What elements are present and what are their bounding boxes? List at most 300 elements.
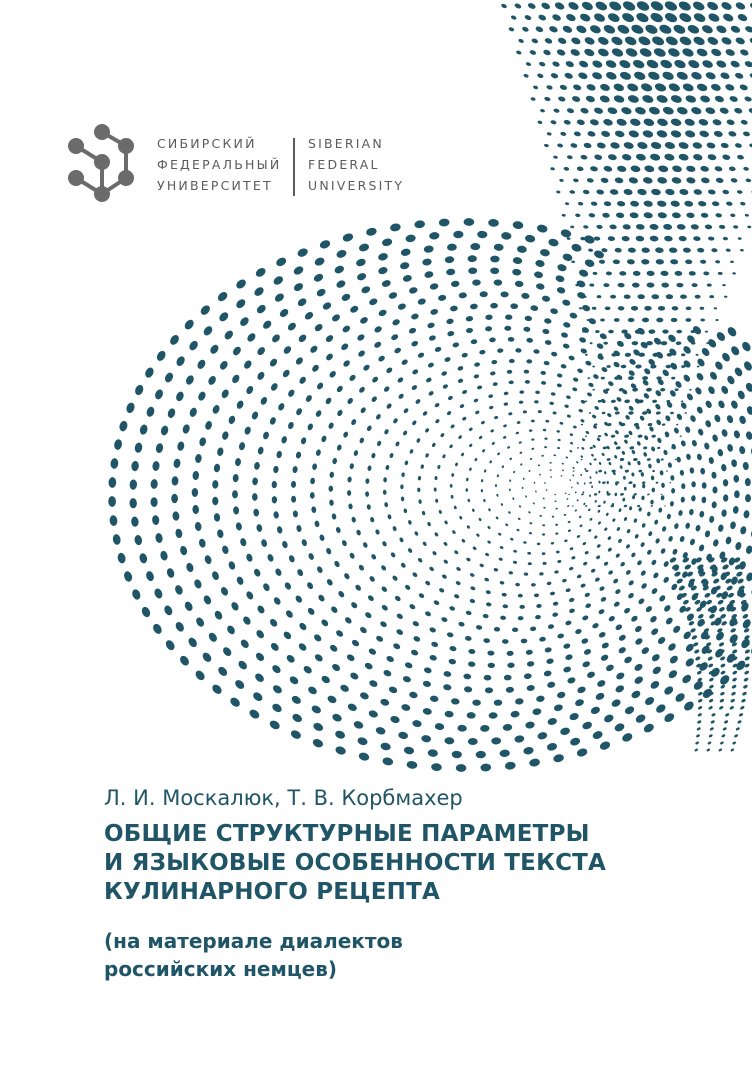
pattern-dot: [696, 453, 702, 460]
pattern-dot: [742, 360, 752, 372]
pattern-dot: [663, 223, 673, 230]
pattern-dot: [697, 365, 700, 367]
pattern-dot: [566, 107, 574, 114]
pattern-dot: [578, 515, 582, 518]
pattern-dot: [305, 394, 313, 403]
pattern-dot: [494, 415, 499, 419]
pattern-dot: [731, 684, 737, 689]
pattern-dot: [610, 295, 616, 299]
pattern-dot: [427, 521, 432, 526]
pattern-dot: [331, 513, 337, 520]
pattern-dot: [606, 458, 610, 461]
pattern-dot: [195, 454, 203, 464]
pattern-dot: [616, 446, 621, 450]
pattern-dot: [454, 550, 459, 555]
pattern-dot: [647, 423, 652, 427]
pattern-dot: [566, 414, 571, 418]
pattern-dot: [437, 465, 441, 470]
pattern-dot: [641, 247, 650, 253]
pattern-dot: [535, 615, 541, 620]
pattern-dot: [689, 509, 694, 516]
pattern-dot: [470, 339, 477, 345]
pattern-dot: [686, 165, 696, 173]
pattern-dot: [623, 188, 633, 195]
pattern-dot: [745, 431, 752, 441]
pattern-dot: [455, 580, 461, 586]
pattern-dot: [726, 585, 734, 592]
pattern-dot: [347, 490, 351, 496]
pattern-dot: [673, 571, 681, 578]
pattern-dot: [731, 459, 738, 468]
pattern-dot: [465, 488, 468, 492]
pattern-dot: [412, 620, 420, 627]
pattern-dot: [544, 446, 547, 448]
pattern-dot: [487, 650, 494, 655]
pattern-dot: [571, 486, 573, 488]
pattern-dot: [620, 106, 632, 115]
pattern-dot: [623, 517, 627, 522]
pattern-dot: [204, 420, 213, 431]
pattern-dot: [672, 624, 682, 634]
pattern-dot: [485, 590, 491, 595]
pattern-dot: [630, 23, 645, 35]
pattern-dot: [670, 94, 683, 104]
pattern-dot: [294, 594, 303, 604]
pattern-dot: [655, 259, 664, 265]
pattern-dot: [629, 212, 639, 219]
pattern-dot: [663, 604, 672, 613]
pattern-dot: [167, 407, 177, 419]
pattern-dot: [596, 437, 601, 442]
pattern-dot: [672, 23, 686, 35]
pattern-dot: [413, 635, 421, 642]
pattern-dot: [744, 96, 752, 103]
pattern-dot: [379, 698, 390, 707]
pattern-dot: [572, 387, 578, 392]
pattern-dot: [572, 84, 582, 92]
pattern-dot: [534, 400, 539, 403]
pattern-dot: [720, 71, 731, 80]
pattern-dot: [740, 119, 748, 125]
pattern-dot: [602, 446, 607, 449]
pattern-dot: [735, 142, 743, 148]
pattern-dot: [598, 608, 606, 615]
pattern-dot: [431, 763, 442, 772]
pattern-dot: [402, 274, 412, 283]
pattern-dot: [451, 698, 460, 705]
pattern-dot: [428, 390, 435, 396]
pattern-dot: [561, 214, 565, 217]
pattern-dot: [139, 424, 149, 436]
pattern-dot: [707, 656, 713, 662]
pattern-dot: [298, 376, 307, 386]
pattern-dot: [697, 428, 704, 436]
pattern-dot: [123, 570, 134, 582]
pattern-dot: [544, 37, 553, 45]
pattern-dot: [164, 639, 176, 652]
pattern-dot: [607, 236, 615, 242]
pattern-dot: [381, 279, 392, 288]
pattern-dot: [600, 177, 609, 183]
pattern-dot: [235, 576, 244, 586]
pattern-dot: [712, 118, 722, 126]
pattern-dot: [569, 190, 575, 194]
pattern-dot: [692, 153, 703, 161]
pattern-dot: [488, 712, 497, 719]
pattern-dot: [627, 592, 635, 599]
pattern-dot: [388, 291, 398, 300]
pattern-dot: [616, 212, 625, 218]
pattern-dot: [531, 583, 536, 587]
pattern-dot: [668, 535, 674, 542]
pattern-dot: [534, 482, 536, 484]
pattern-dot: [199, 304, 212, 317]
pattern-dot: [605, 71, 618, 81]
pattern-dot: [614, 429, 619, 434]
pattern-dot: [253, 672, 265, 684]
pattern-dot: [708, 677, 714, 682]
pattern-dot: [518, 38, 525, 43]
pattern-dot: [178, 654, 191, 667]
pattern-dot: [611, 47, 625, 58]
pattern-dot: [629, 118, 641, 128]
pattern-dot: [597, 35, 610, 46]
pattern-dot: [594, 405, 600, 411]
pattern-dot: [655, 538, 661, 545]
pattern-dot: [598, 461, 602, 465]
pattern-dot: [624, 35, 638, 47]
pattern-dot: [570, 142, 578, 148]
pattern-dot: [480, 420, 485, 425]
pattern-dot: [134, 442, 143, 453]
pattern-dot: [624, 487, 627, 491]
pattern-dot: [518, 441, 522, 444]
pattern-dot: [601, 377, 605, 380]
pattern-dot: [720, 36, 732, 46]
pattern-dot: [507, 446, 511, 450]
pattern-dot: [651, 665, 662, 676]
pattern-dot: [466, 712, 475, 719]
pattern-dot: [649, 235, 658, 242]
pattern-dot: [730, 521, 737, 530]
pattern-dot: [640, 582, 648, 590]
pattern-dot: [640, 646, 650, 656]
pattern-dot: [614, 588, 621, 595]
pattern-dot: [202, 325, 214, 338]
pattern-dot: [597, 505, 601, 508]
pattern-dot: [682, 700, 695, 713]
pattern-dot: [648, 463, 652, 468]
pattern-dot: [686, 453, 692, 460]
pattern-dot: [311, 737, 324, 748]
pattern-dot: [607, 569, 613, 575]
pattern-dot: [577, 447, 579, 449]
pattern-dot: [335, 249, 347, 260]
pattern-dot: [319, 534, 326, 542]
pattern-dot: [576, 291, 586, 300]
pattern-dot: [696, 734, 701, 738]
pattern-dot: [709, 516, 715, 524]
pattern-dot: [217, 665, 229, 678]
pattern-dot: [565, 456, 568, 459]
pattern-dot: [697, 248, 705, 253]
pattern-dot: [614, 248, 622, 253]
pattern-dot: [575, 491, 577, 494]
pattern-dot: [665, 188, 675, 196]
pattern-dot: [500, 291, 508, 297]
pattern-dot: [625, 543, 631, 549]
pattern-dot: [625, 414, 631, 420]
book-authors: Л. И. Москалюк, Т. В. Корбмахер: [104, 786, 463, 810]
pattern-dot: [742, 462, 749, 471]
pattern-dot: [491, 360, 497, 365]
pattern-dot: [234, 458, 241, 467]
pattern-dot: [312, 463, 318, 470]
pattern-dot: [718, 641, 725, 647]
pattern-dot: [334, 729, 346, 740]
pattern-dot: [422, 541, 428, 547]
pattern-dot: [465, 610, 472, 616]
pattern-dot: [375, 726, 386, 736]
pattern-dot: [467, 255, 477, 262]
pattern-dot: [117, 552, 127, 564]
pattern-dot: [381, 540, 387, 547]
pattern-dot: [608, 0, 623, 12]
pattern-dot: [481, 489, 484, 492]
pattern-dot: [296, 568, 304, 577]
pattern-dot: [347, 702, 358, 712]
pattern-dot: [591, 71, 603, 81]
pattern-dot: [364, 611, 373, 619]
pattern-dot: [607, 481, 610, 484]
pattern-dot: [616, 118, 628, 127]
pattern-dot: [442, 454, 446, 459]
pattern-dot: [621, 732, 634, 744]
pattern-dot: [572, 470, 574, 472]
pattern-dot: [660, 547, 666, 554]
pattern-dot: [742, 613, 749, 619]
pattern-dot: [405, 234, 416, 243]
pattern-dot: [245, 385, 255, 395]
pattern-dot: [692, 35, 706, 46]
pattern-dot: [269, 641, 280, 652]
pattern-dot: [531, 447, 534, 450]
pattern-dot: [414, 531, 419, 537]
pattern-dot: [700, 319, 705, 322]
pattern-dot: [676, 283, 683, 288]
pattern-dot: [527, 661, 535, 667]
pattern-dot: [298, 622, 308, 632]
pattern-dot: [335, 526, 341, 533]
pattern-dot: [509, 479, 511, 482]
pattern-dot: [388, 686, 398, 695]
pattern-dot: [497, 348, 504, 353]
pattern-dot: [434, 532, 439, 537]
pattern-dot: [691, 283, 697, 287]
pattern-dot: [441, 370, 448, 376]
pattern-dot: [301, 539, 308, 547]
pattern-dot: [743, 677, 749, 682]
pattern-dot: [530, 305, 539, 312]
pattern-dot: [212, 497, 219, 506]
pattern-dot: [691, 439, 698, 447]
pattern-dot: [539, 572, 544, 576]
pattern-dot: [661, 70, 675, 81]
pattern-dot: [604, 527, 608, 532]
pattern-dot: [633, 675, 644, 685]
pattern-dot: [380, 742, 392, 752]
pattern-dot: [356, 529, 362, 536]
university-name-ru: [157, 133, 281, 196]
pattern-dot: [634, 533, 639, 539]
pattern-dot: [641, 496, 645, 501]
pattern-dot: [523, 478, 525, 481]
pattern-dot: [499, 749, 510, 757]
pattern-dot: [445, 256, 455, 264]
pattern-dot: [734, 72, 744, 80]
pattern-dot: [633, 70, 647, 81]
pattern-dot: [546, 132, 551, 136]
pattern-dot: [583, 502, 586, 505]
pattern-dot: [112, 534, 121, 546]
pattern-dot: [688, 620, 695, 626]
pattern-dot: [747, 225, 751, 228]
pattern-dot: [745, 572, 752, 583]
pattern-dot: [709, 371, 719, 382]
pattern-dot: [159, 550, 168, 561]
pattern-dot: [672, 548, 679, 556]
pattern-dot: [185, 562, 194, 573]
pattern-dot: [529, 457, 532, 460]
pattern-dot: [347, 476, 352, 482]
pattern-dot: [643, 392, 651, 400]
pattern-dot: [237, 659, 249, 671]
pattern-dot: [613, 406, 619, 412]
pattern-dot: [603, 561, 609, 567]
pattern-dot: [252, 477, 258, 485]
pattern-dot: [686, 571, 694, 578]
pattern-dot: [674, 691, 687, 703]
pattern-dot: [724, 83, 735, 92]
pattern-dot: [166, 567, 176, 579]
pattern-dot: [138, 552, 148, 564]
pattern-dot: [704, 592, 712, 599]
pattern-dot: [510, 15, 517, 21]
pattern-dot: [707, 283, 712, 286]
pattern-dot: [519, 605, 525, 609]
pattern-dot: [541, 295, 550, 303]
pattern-dot: [155, 443, 164, 454]
pattern-dot: [514, 735, 525, 743]
pattern-dot: [404, 460, 409, 466]
pattern-dot: [671, 318, 678, 322]
pattern-dot: [731, 649, 737, 655]
pattern-dot: [505, 314, 513, 320]
pattern-dot: [312, 272, 324, 283]
pattern-dot: [555, 274, 565, 283]
pattern-dot: [658, 594, 666, 603]
pattern-dot: [194, 669, 207, 682]
pattern-dot: [223, 329, 235, 341]
pattern-dot: [604, 432, 609, 437]
pattern-dot: [737, 578, 745, 585]
pattern-dot: [582, 660, 591, 668]
pattern-dot: [529, 758, 541, 768]
pattern-dot: [559, 179, 564, 183]
pattern-dot: [662, 423, 666, 426]
pattern-dot: [672, 165, 683, 173]
pattern-dot: [649, 223, 659, 230]
pattern-dot: [679, 188, 689, 195]
pattern-dot: [464, 686, 473, 693]
book-title-line: ОБЩИЕ СТРУКТУРНЫЕ ПАРАМЕТРЫ: [104, 821, 590, 847]
pattern-dot: [708, 698, 713, 703]
pattern-dot: [232, 490, 238, 498]
pattern-dot: [708, 734, 713, 738]
pattern-dot: [470, 586, 476, 591]
pattern-dot: [616, 23, 630, 35]
pattern-dot: [440, 432, 445, 437]
pattern-dot: [417, 352, 425, 359]
pattern-dot: [231, 345, 242, 357]
pattern-dot: [576, 499, 579, 502]
pattern-dot: [671, 176, 682, 184]
pattern-dot: [370, 553, 377, 560]
pattern-dot: [109, 515, 118, 526]
pattern-dot: [615, 411, 620, 415]
pattern-dot: [563, 514, 566, 517]
pattern-dot: [547, 717, 558, 726]
pattern-dot: [726, 248, 731, 252]
pattern-dot: [539, 473, 542, 476]
pattern-dot: [521, 292, 530, 299]
pattern-dot: [683, 247, 691, 253]
pattern-dot: [628, 376, 634, 380]
pattern-dot: [581, 424, 584, 426]
pattern-dot: [733, 475, 739, 483]
pattern-dot: [188, 339, 200, 352]
pattern-dot: [557, 373, 563, 378]
pattern-dot: [218, 360, 229, 372]
pattern-dot: [663, 711, 676, 723]
pattern-dot: [507, 651, 514, 656]
pattern-dot: [144, 366, 156, 379]
pattern-dot: [695, 741, 700, 745]
pattern-dot: [552, 612, 559, 617]
pattern-dot: [560, 228, 572, 238]
pattern-dot: [661, 495, 665, 500]
pattern-dot: [612, 578, 619, 585]
pattern-dot: [552, 61, 561, 68]
pattern-dot: [204, 554, 213, 565]
pattern-dot: [729, 345, 740, 357]
pattern-dot: [670, 259, 678, 265]
pattern-dot: [476, 533, 481, 538]
pattern-dot: [605, 306, 611, 310]
pattern-dot: [434, 487, 437, 491]
pattern-dot: [693, 189, 702, 196]
pattern-dot: [411, 368, 419, 375]
pattern-dot: [459, 515, 463, 520]
pattern-dot: [583, 189, 590, 194]
pattern-dot: [480, 725, 490, 732]
pattern-dot: [620, 493, 624, 496]
pattern-dot: [665, 35, 679, 47]
pattern-dot: [642, 481, 646, 484]
pattern-dot: [313, 256, 325, 267]
pattern-dot: [663, 449, 668, 455]
pattern-dot: [469, 467, 472, 471]
